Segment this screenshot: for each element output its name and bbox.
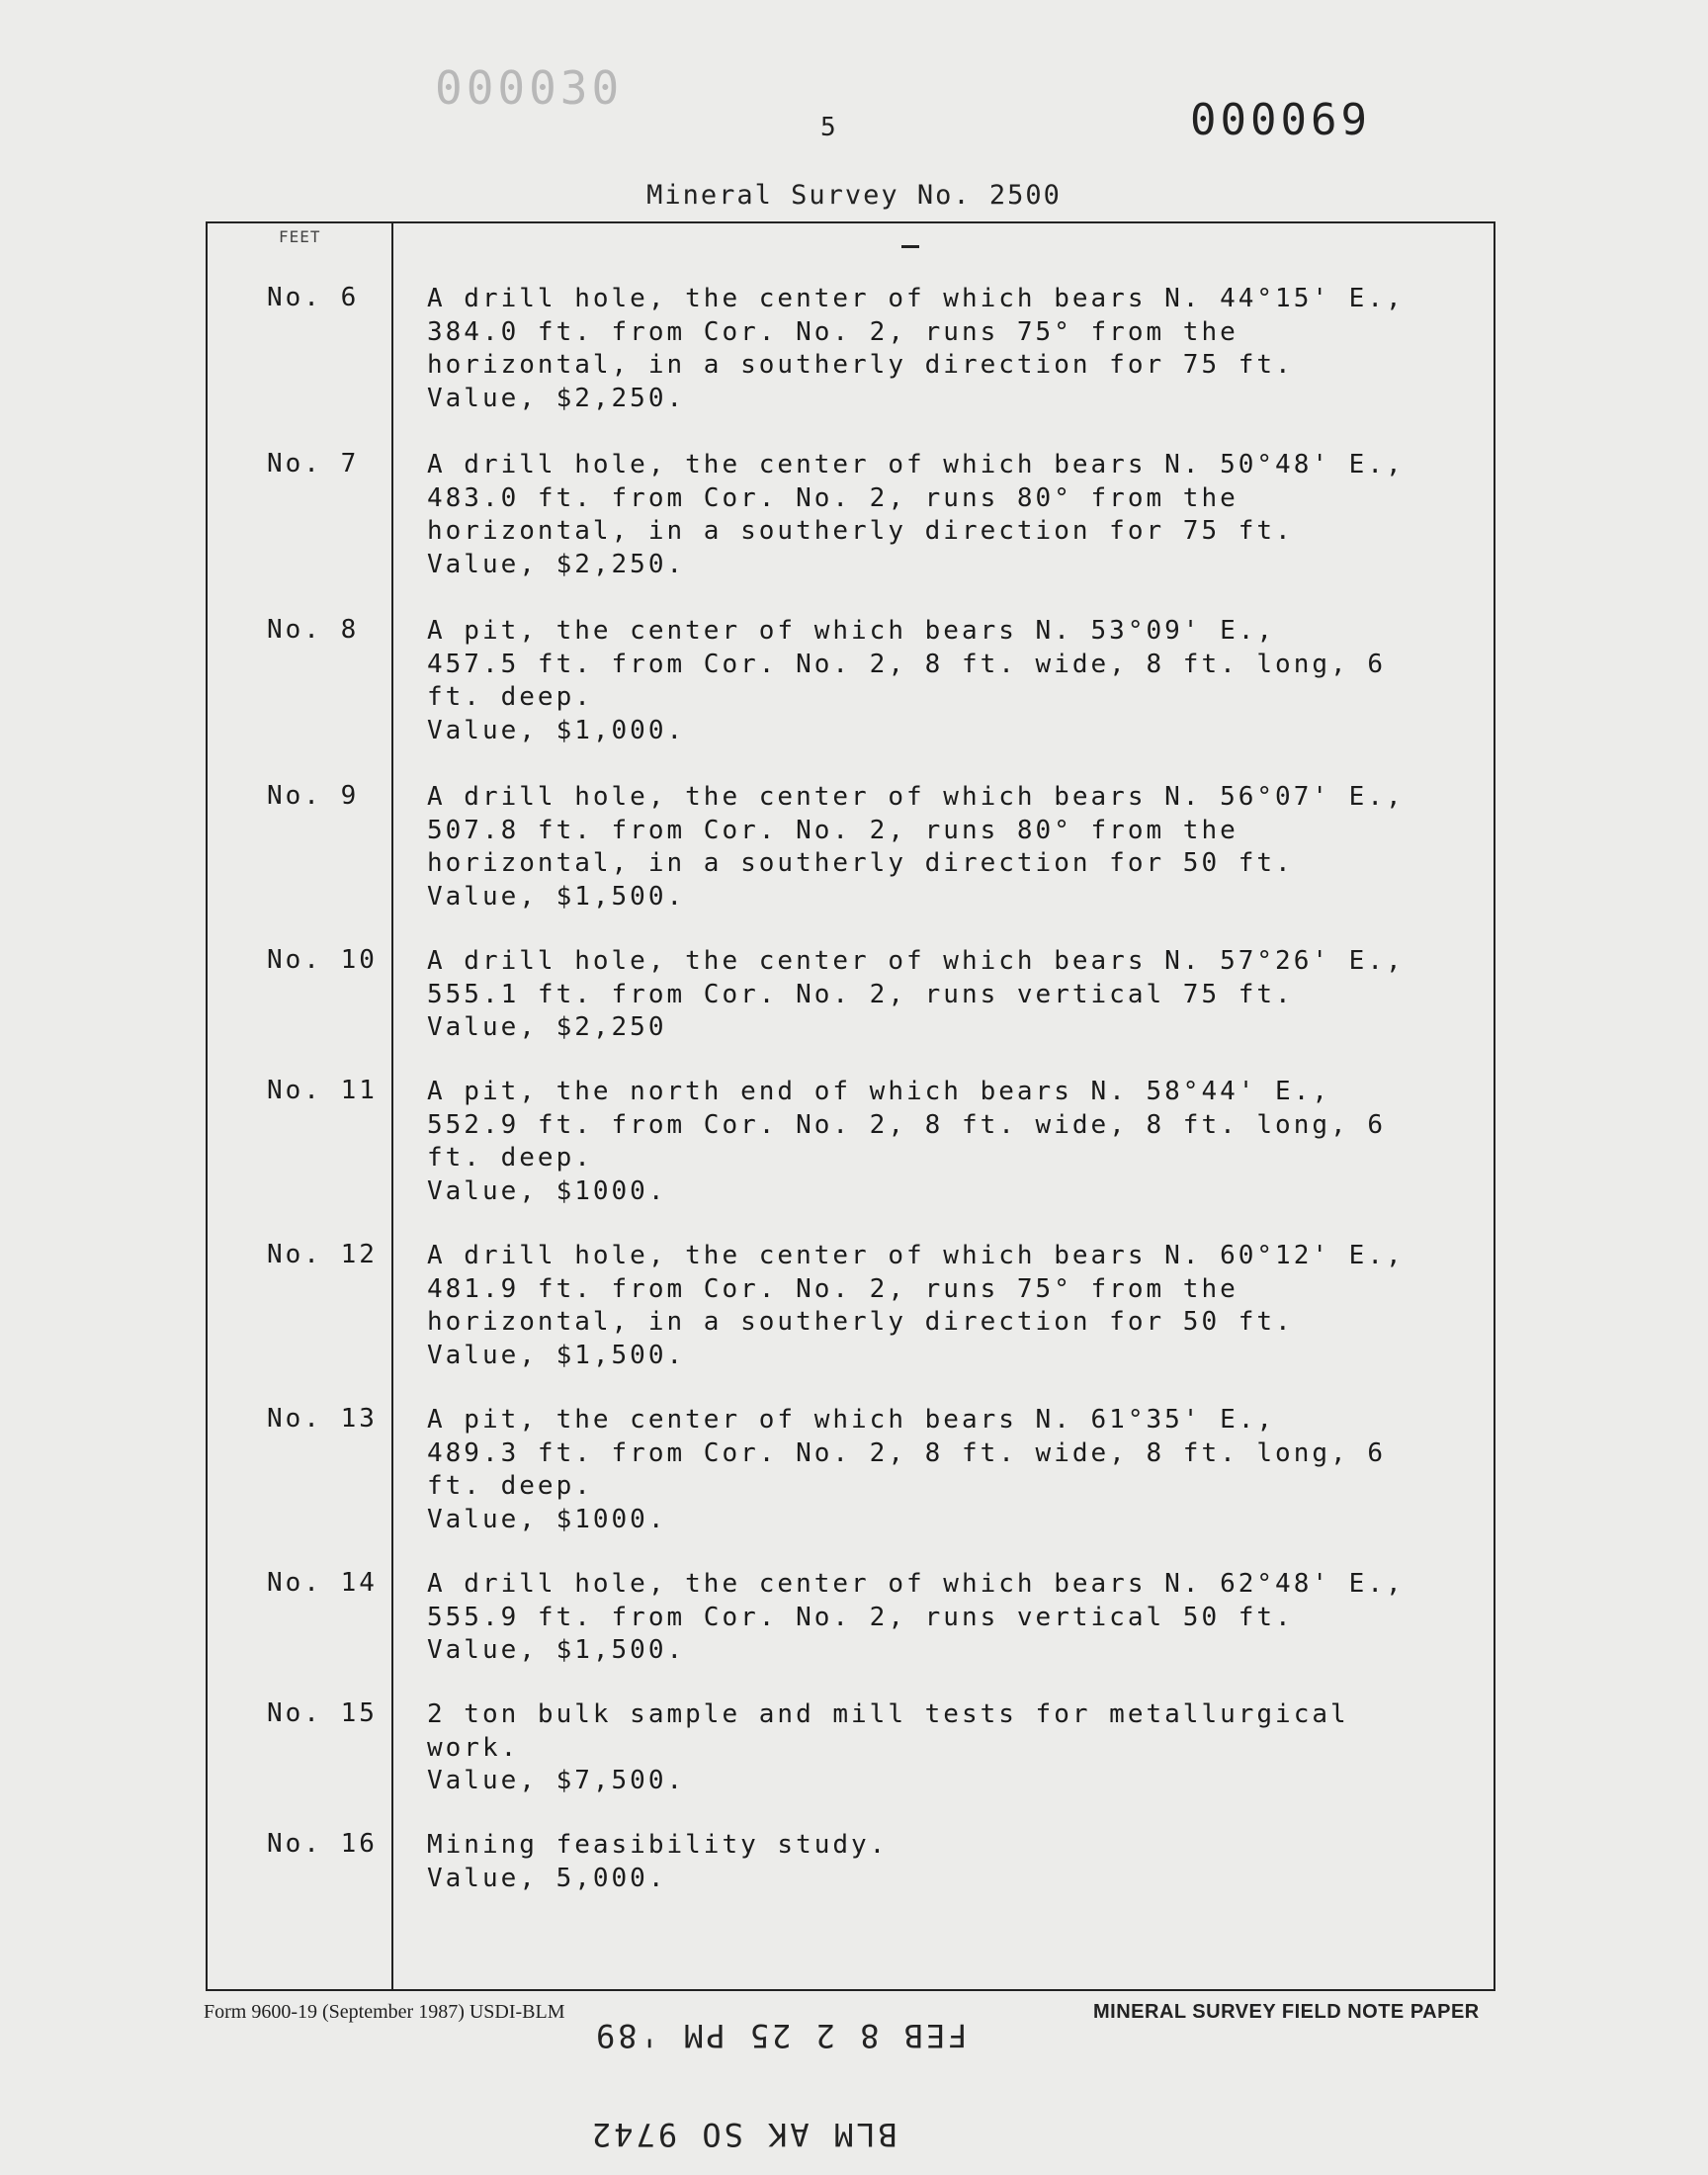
entry-description: A pit, the north end of which bears N. 58°44' E., 552.9 ft. from Cor. No. 2, 8 ft. wide, 8 ft. long, 6 ft. deep. Value, $1000. [427, 1077, 1386, 1206]
entry-description: A drill hole, the center of which bears N. 50°48' E., 483.0 ft. from Cor. No. 2, runs 80° from the horizontal, in a southerly direction for 75 ft. Value, $2,250. [427, 450, 1405, 579]
entry-description: A drill hole, the center of which bears N. 62°48' E., 555.9 ft. from Cor. No. 2, runs vertical 50 ft. Value, $1,500. [427, 1569, 1405, 1665]
entry-number: No. 8 [267, 615, 360, 645]
entry-description: A drill hole, the center of which bears N. 57°26' E., 555.1 ft. from Cor. No. 2, runs vertical 75 ft. Value, $2,250 [427, 946, 1405, 1042]
stamp-number: 000069 [1190, 95, 1371, 145]
paper-label: MINERAL SURVEY FIELD NOTE PAPER [1093, 2001, 1480, 2023]
dash-mark [901, 245, 919, 248]
entry-description: A drill hole, the center of which bears N. 56°07' E., 507.8 ft. from Cor. No. 2, runs 80° from the horizontal, in a southerly direction for 50 ft. Value, $1,500. [427, 782, 1405, 912]
entry-number: No. 7 [267, 449, 360, 478]
entry-number: No. 11 [267, 1076, 378, 1105]
entry-description: A pit, the center of which bears N. 61°35' E., 489.3 ft. from Cor. No. 2, 8 ft. wide, 8 ft. long, 6 ft. deep. Value, $1000. [427, 1405, 1386, 1534]
entry-description: A drill hole, the center of which bears N. 44°15' E., 384.0 ft. from Cor. No. 2, runs 75° from the horizontal, in a southerly direction for 75 ft. Value, $2,250. [427, 284, 1405, 413]
entry-description: Mining feasibility study. Value, 5,000. [427, 1830, 889, 1893]
page-title: Mineral Survey No. 2500 [646, 180, 1062, 211]
page-number: 5 [820, 113, 836, 142]
form-identifier: Form 9600-19 (September 1987) USDI-BLM [204, 2001, 565, 2023]
entry-number: No. 13 [267, 1404, 378, 1434]
entry-number: No. 10 [267, 945, 378, 975]
entry-number: No. 12 [267, 1240, 378, 1269]
entry-description: 2 ton bulk sample and mill tests for metallurgical work. Value, $7,500. [427, 1699, 1349, 1795]
entry-number: No. 15 [267, 1698, 378, 1728]
faded-stamp-number: 000030 [435, 61, 624, 115]
received-date-stamp: FEB 8 2 25 PM '89 [593, 2017, 968, 2054]
feet-column-label: FEET [279, 227, 321, 246]
entry-description: A pit, the center of which bears N. 53°09' E., 457.5 ft. from Cor. No. 2, 8 ft. wide, 8 ft. long, 6 ft. deep. Value, $1,000. [427, 616, 1386, 745]
entry-number: No. 16 [267, 1829, 378, 1859]
entry-description: A drill hole, the center of which bears N. 60°12' E., 481.9 ft. from Cor. No. 2, runs 75° from the horizontal, in a southerly direction for 50 ft. Value, $1,500. [427, 1241, 1405, 1370]
office-stamp: BLM AK SO 9742 [589, 2116, 897, 2153]
entry-number: No. 9 [267, 781, 360, 811]
entry-number: No. 14 [267, 1568, 378, 1598]
column-divider [391, 221, 393, 1991]
entry-number: No. 6 [267, 283, 360, 312]
